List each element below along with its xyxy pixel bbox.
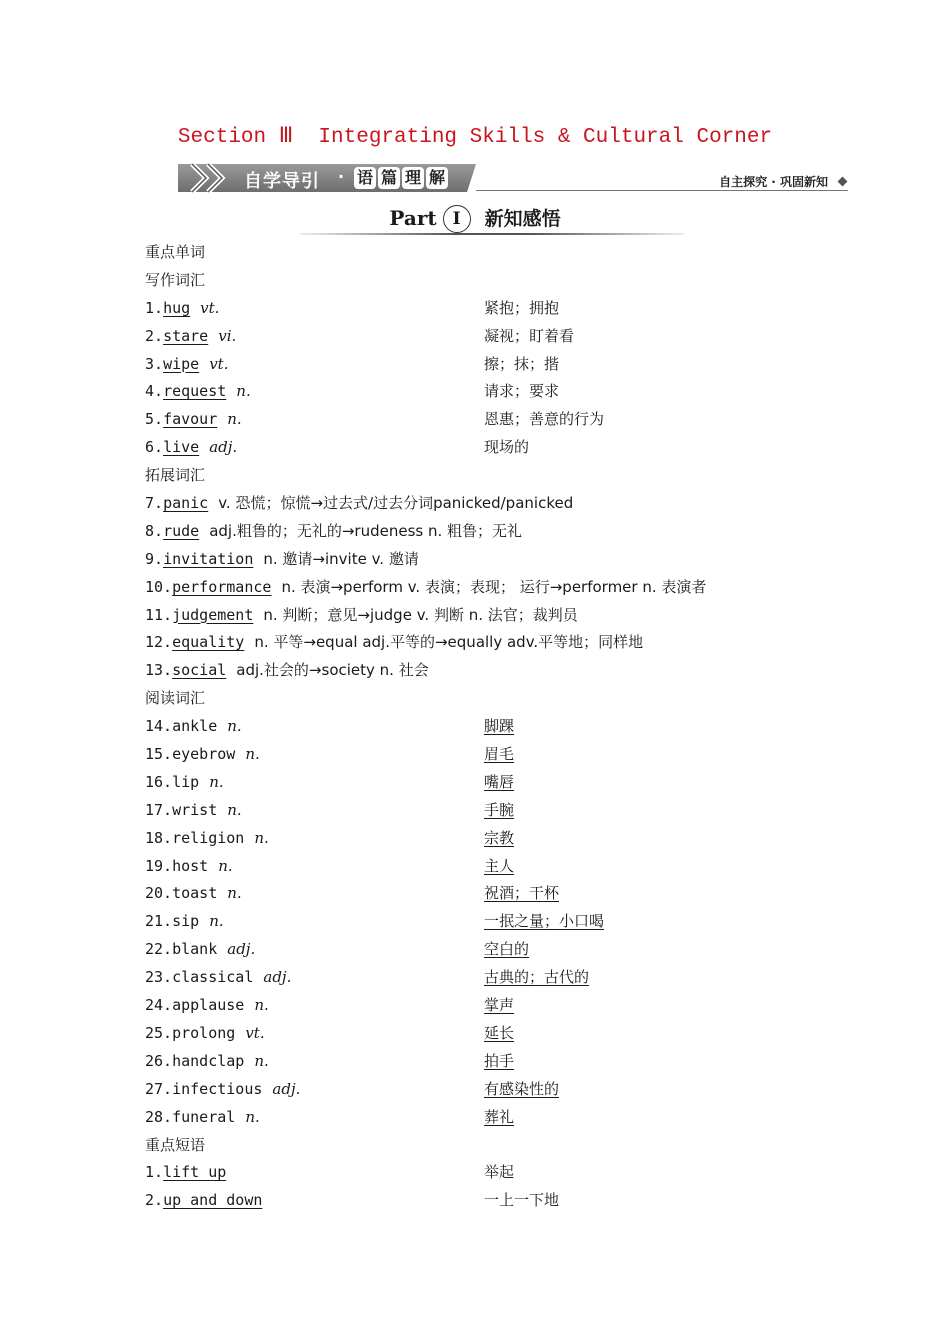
item-meaning: 现场的 [484,438,530,457]
item-number: 15. [145,745,173,764]
item-number: 26. [145,1051,173,1070]
item-meaning: 宗教 [484,828,515,847]
item-number: 12. [145,633,173,652]
item-meaning: 祝酒；干杯 [484,884,560,903]
item-number: 14. [145,717,173,736]
item-pos: n. [209,912,224,931]
part-numeral: I [443,205,471,233]
item-meaning: 紧抱；拥抱 [484,298,560,317]
item-word: eyebrow [172,745,236,764]
list-item [145,657,845,685]
item-derivation: n. 表演→perform v. 表演；表现； 运行→performer n. 表演者 [281,577,707,596]
item-number: 27. [145,1079,173,1098]
item-pos: n. [245,745,260,764]
item-word: request [163,382,227,401]
banner-separator: · [338,167,345,186]
item-meaning: 凝视；盯着看 [484,326,575,345]
item-number: 6. [145,438,164,457]
item-meaning: 葬礼 [484,1107,515,1126]
item-pos: n. [254,996,269,1015]
item-number: 3. [145,354,164,373]
item-derivation: n. 平等→equal adj.平等的→equally adv.平等地；同样地 [254,633,644,652]
item-number: 2. [145,1191,164,1210]
item-meaning: 有感染性的 [484,1079,560,1098]
list-item [145,741,845,769]
item-number: 9. [145,549,164,568]
item-word: handclap [172,1051,245,1070]
list-item [145,518,845,546]
item-number: 24. [145,996,173,1015]
item-word: funeral [172,1107,236,1126]
list-item [145,629,845,657]
list-item [145,936,845,964]
item-word: ankle [172,717,218,736]
item-word: invitation [163,549,254,568]
item-number: 25. [145,1023,173,1042]
item-meaning: 掌声 [484,996,515,1015]
item-number: 10. [145,577,173,596]
item-meaning: 一抿之量；小口喝 [484,912,605,931]
banner-char: 语 [354,167,376,189]
item-word: wrist [172,800,218,819]
section-banner [178,161,848,195]
item-word: hug [163,298,191,317]
item-number: 23. [145,968,173,987]
item-pos: n. [236,382,251,401]
list-item [145,546,845,574]
list-item [145,1020,845,1048]
list-item [145,853,845,881]
item-word: sip [172,912,200,931]
heading-phrases: 重点短语 [145,1135,206,1154]
item-meaning: 嘴唇 [484,772,515,791]
part-text: 新知感悟 [484,208,561,230]
item-number: 4. [145,382,164,401]
section-title: Section Ⅲ Integrating Skills & Cultural Corner [177,126,773,149]
item-meaning: 擦；抹；揩 [484,354,560,373]
item-derivation: adj.社会的→society n. 社会 [236,661,429,680]
item-number: 17. [145,800,173,819]
item-meaning: 古典的；古代的 [484,968,590,987]
list-item [145,797,845,825]
list-item [145,295,845,323]
heading-key-words: 重点单词 [145,243,206,261]
list-item [145,713,845,741]
item-number: 21. [145,912,173,931]
item-number: 7. [145,494,164,513]
list-item [145,1048,845,1076]
item-word: favour [163,410,218,429]
item-word: wipe [163,354,200,373]
list-item [145,574,845,602]
item-pos: n. [227,410,242,429]
list-item [145,406,845,434]
item-number: 20. [145,884,173,903]
item-number: 16. [145,772,173,791]
item-meaning: 一上一下地 [484,1191,560,1210]
item-word: toast [172,884,218,903]
item-pos: n. [254,828,269,847]
item-number: 1. [145,298,164,317]
item-word: live [163,438,200,457]
item-number: 1. [145,1163,164,1182]
item-pos: vi. [218,326,237,345]
item-word: applause [172,996,245,1015]
item-meaning: 恩惠；善意的行为 [484,410,605,429]
vocabulary-list [145,239,845,1215]
list-item [145,1187,845,1215]
heading-expand: 拓展词汇 [145,466,206,485]
list-item [145,378,845,406]
item-word: stare [163,326,209,345]
item-number: 22. [145,940,173,959]
item-meaning: 延长 [484,1023,515,1042]
item-number: 8. [145,521,164,540]
list-item [145,908,845,936]
item-word: social [172,661,227,680]
item-pos: n. [209,772,224,791]
item-pos: adj. [209,438,238,457]
item-word: blank [172,940,218,959]
item-pos: n. [254,1051,269,1070]
list-item [145,434,845,462]
list-item [145,351,845,379]
item-meaning: 手腕 [484,800,515,819]
item-pos: n. [227,717,242,736]
heading-reading: 阅读词汇 [145,689,206,708]
item-word: host [172,856,209,875]
list-item [145,490,845,518]
item-word: performance [172,577,272,596]
item-phrase: lift up [163,1163,227,1182]
item-word: panic [163,494,209,513]
banner-right-label [354,167,448,189]
item-word: religion [172,828,245,847]
diamond-icon [838,177,848,187]
heading-writing: 写作词汇 [145,270,206,289]
part-label: Part [389,206,437,230]
item-derivation: n. 判断；意见→judge v. 判断 n. 法官；裁判员 [263,605,578,624]
part-rule [300,233,684,235]
banner-rule [476,190,848,191]
item-number: 5. [145,410,164,429]
item-meaning: 空白的 [484,940,530,959]
item-word: infectious [172,1079,263,1098]
list-item [145,880,845,908]
list-item [145,323,845,351]
list-item [145,825,845,853]
item-meaning: 主人 [484,856,515,875]
item-number: 18. [145,828,173,847]
item-word: rude [163,521,200,540]
item-word: classical [172,968,254,987]
banner-char: 篇 [378,167,400,189]
item-number: 28. [145,1107,173,1126]
item-number: 2. [145,326,164,345]
item-word: prolong [172,1023,236,1042]
item-pos: adj. [227,940,256,959]
list-item [145,769,845,797]
item-pos: n. [227,800,242,819]
item-pos: vt. [200,298,220,317]
banner-left-label: 自学导引 [244,171,320,192]
banner-char: 解 [426,167,448,189]
item-derivation: v. 恐慌；惊慌→过去式/过去分词panicked/panicked [218,494,574,513]
item-pos: vt. [245,1023,265,1042]
item-meaning: 脚踝 [484,717,515,736]
banner-subtitle: 自主探究 · 巩固新知 [719,175,828,189]
item-phrase: up and down [163,1191,263,1210]
list-item [145,1076,845,1104]
item-number: 13. [145,661,173,680]
item-meaning: 眉毛 [484,745,515,764]
item-pos: n. [227,884,242,903]
item-pos: adj. [263,968,292,987]
list-item [145,992,845,1020]
item-derivation: n. 邀请→invite v. 邀请 [263,549,419,568]
item-word: lip [172,772,200,791]
item-number: 19. [145,856,173,875]
item-derivation: adj.粗鲁的；无礼的→rudeness n. 粗鲁；无礼 [209,521,523,540]
list-item [145,1159,845,1187]
item-number: 11. [145,605,173,624]
list-item [145,602,845,630]
item-pos: n. [218,856,233,875]
item-pos: vt. [209,354,229,373]
item-meaning: 举起 [484,1163,515,1182]
banner-char: 理 [402,167,424,189]
chevron-arrows-icon [178,161,238,195]
list-item [145,1104,845,1132]
part-heading [0,204,950,233]
item-word: equality [172,633,245,652]
item-meaning: 拍手 [484,1051,515,1070]
list-item [145,964,845,992]
item-word: judgement [172,605,254,624]
item-meaning: 请求；要求 [484,382,560,401]
item-pos: adj. [272,1079,301,1098]
item-pos: n. [245,1107,260,1126]
